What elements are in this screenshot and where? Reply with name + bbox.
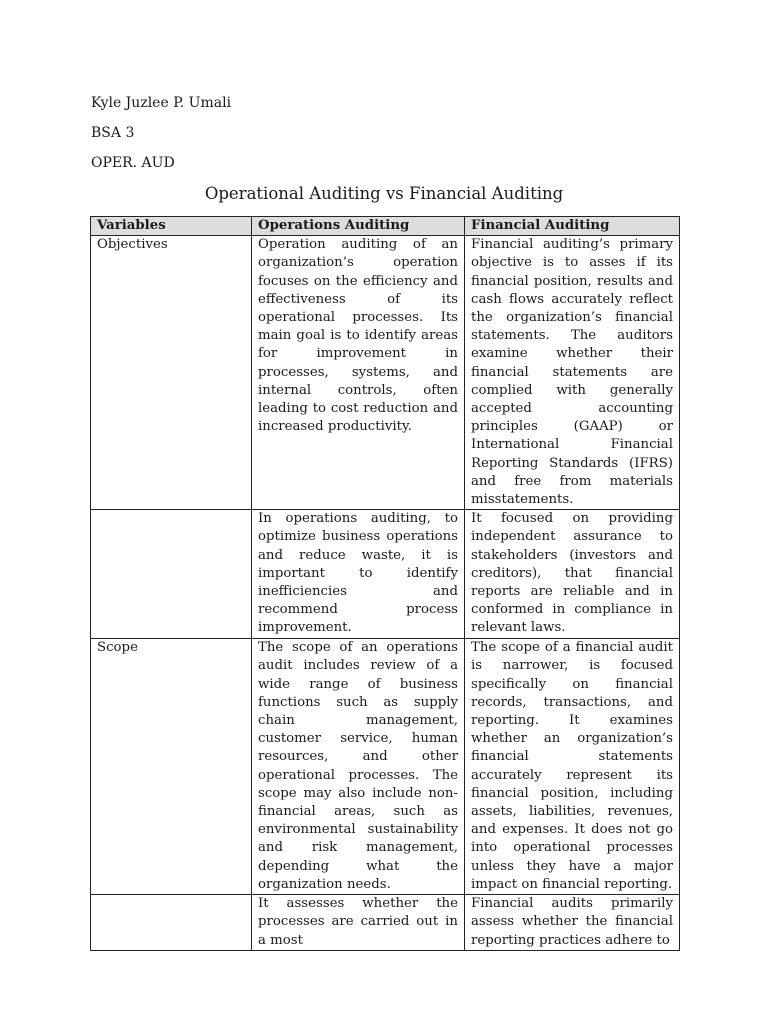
- header-variables: Variables: [91, 217, 252, 236]
- comparison-table: [90, 216, 680, 951]
- table-row: [91, 236, 680, 510]
- course-section: BSA 3: [91, 125, 135, 141]
- variable-cell: Scope: [91, 639, 252, 895]
- variable-cell: Objectives: [91, 236, 252, 510]
- author-name: Kyle Juzlee P. Umali: [91, 95, 232, 111]
- header-financial-auditing: Financial Auditing: [465, 217, 680, 236]
- table-row: [91, 639, 680, 895]
- financial-cell: Financial audits primarily assess whether the financial reporting practices adhere to: [465, 895, 680, 951]
- financial-cell: It focused on providing independent assurance to stakeholders (investors and creditors), that financial reports are reliable and in conformed in compliance in relevant laws.: [465, 510, 680, 639]
- operations-cell: Operation auditing of an organization’s operation focuses on the efficiency and effectiveness of its operational processes. Its main goal is to identify areas for improvement in processes, systems, and internal controls, often leading to cost reduction and increased productivity.: [252, 236, 465, 510]
- table-header-row: [91, 217, 680, 236]
- subject-name: OPER. AUD: [91, 155, 175, 171]
- operations-cell: In operations auditing, to optimize business operations and reduce waste, it is important to identify inefficiencies and recommend process improvement.: [252, 510, 465, 639]
- variable-cell: [91, 510, 252, 639]
- document-title: Operational Auditing vs Financial Auditing: [204, 184, 564, 203]
- variable-cell: [91, 895, 252, 951]
- operations-cell: The scope of an operations audit includes review of a wide range of business functions such as supply chain management, customer service, human resources, and other operational processes. The scope may also include non-financial areas, such as environmental sustainability and risk management, depending what the organization needs.: [252, 639, 465, 895]
- table-row: [91, 510, 680, 639]
- financial-cell: Financial auditing’s primary objective is to asses if its financial position, results and cash flows accurately reflect the organization’s financial statements. The auditors examine whether their financial statements are complied with generally accepted accounting principles (GAAP) or International Financial Reporting Standards (IFRS) and free from materials misstatements.: [465, 236, 680, 510]
- header-operations-auditing: Operations Auditing: [252, 217, 465, 236]
- table-row: [91, 895, 680, 951]
- financial-cell: The scope of a financial audit is narrower, is focused specifically on financial records, transactions, and reporting. It examines whether an organization’s financial statements accurately represent its financial position, including assets, liabilities, revenues, and expenses. It does not go into operational processes unless they have a major impact on financial reporting.: [465, 639, 680, 895]
- operations-cell: It assesses whether the processes are carried out in a most: [252, 895, 465, 951]
